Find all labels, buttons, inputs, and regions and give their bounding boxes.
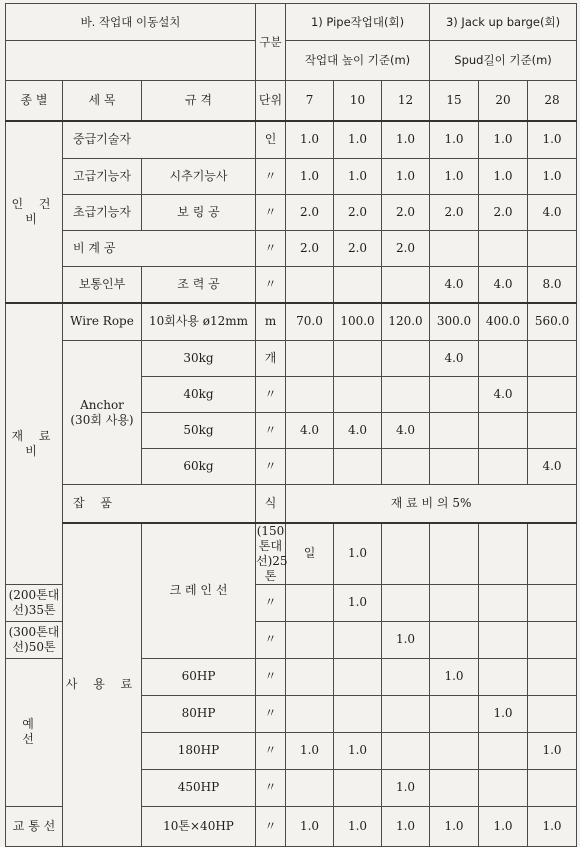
cell-value — [430, 769, 479, 806]
cell-value: 1.0 — [430, 806, 479, 846]
table-row — [6, 231, 577, 267]
cell-value: 1.0 — [286, 159, 334, 195]
cell-value: 1.0 — [286, 121, 334, 159]
cell-value: 4.0 — [479, 377, 528, 413]
cell-value: 1.0 — [382, 621, 430, 658]
row-spec: 60HP — [142, 658, 256, 695]
row-unit: 〃 — [256, 267, 286, 303]
table-title: 바. 작업대 이동설치 — [6, 4, 256, 41]
cell-value — [479, 413, 528, 449]
cell-value — [430, 584, 479, 621]
cell-value — [479, 621, 528, 658]
row-unit: 〃 — [256, 732, 286, 769]
cell-value: 70.0 — [286, 303, 334, 341]
row-unit: 〃 — [256, 695, 286, 732]
col-height: 10 — [334, 81, 382, 121]
cell-value: 1.0 — [382, 121, 430, 159]
row-spec: (300톤대선)50톤 — [6, 621, 63, 658]
cell-value — [430, 377, 479, 413]
cell-value — [382, 341, 430, 377]
cell-value — [528, 341, 577, 377]
cell-value: 2.0 — [382, 195, 430, 231]
cell-value — [382, 449, 430, 485]
cell-value: 400.0 — [479, 303, 528, 341]
row-unit: 〃 — [256, 231, 286, 267]
table-row — [6, 303, 577, 341]
cell-value: 1.0 — [286, 732, 334, 769]
cell-value: 2.0 — [479, 195, 528, 231]
cell-value: 4.0 — [479, 267, 528, 303]
row-unit: 〃 — [256, 806, 286, 846]
col-height: 15 — [430, 81, 479, 121]
cell-value — [382, 732, 430, 769]
cell-value — [286, 621, 334, 658]
cell-value — [334, 658, 382, 695]
cell-value: 1.0 — [334, 523, 382, 585]
cell-value: 1.0 — [430, 658, 479, 695]
cell-value — [528, 695, 577, 732]
cell-value: 2.0 — [334, 231, 382, 267]
cell-value: 4.0 — [430, 341, 479, 377]
cell-value: 2.0 — [286, 195, 334, 231]
cell-value: 1.0 — [286, 806, 334, 846]
cell-value — [479, 449, 528, 485]
cell-value: 300.0 — [430, 303, 479, 341]
row-item: 잡 품 — [63, 485, 256, 523]
cell-value: 4.0 — [286, 413, 334, 449]
cell-value — [528, 769, 577, 806]
cell-value — [334, 769, 382, 806]
row-item: 비 계 공 — [63, 231, 256, 267]
cell-value — [334, 695, 382, 732]
row-unit: 〃 — [256, 159, 286, 195]
group-labor: 인 건 비 — [6, 121, 63, 303]
row-spec: 80HP — [142, 695, 256, 732]
cell-value: 4.0 — [528, 195, 577, 231]
jack-subheader: Spud길이 기준(m) — [430, 41, 577, 81]
cell-value: 2.0 — [430, 195, 479, 231]
row-spec: 10회사용 ø12mm — [142, 303, 256, 341]
anchor-label — [63, 341, 142, 485]
cell-value: 100.0 — [334, 303, 382, 341]
cell-value — [430, 231, 479, 267]
cell-value — [382, 658, 430, 695]
cell-value — [430, 695, 479, 732]
cell-value: 1.0 — [479, 159, 528, 195]
cell-value: 1.0 — [479, 121, 528, 159]
row-spec: 180HP — [142, 732, 256, 769]
cell-value — [430, 449, 479, 485]
table-row — [6, 267, 577, 303]
row-unit: 〃 — [256, 449, 286, 485]
table-row — [6, 341, 577, 377]
row-unit: 식 — [256, 485, 286, 523]
pipe-subheader: 작업대 높이 기준(m) — [286, 41, 430, 81]
table-row — [6, 523, 577, 585]
cell-value — [334, 449, 382, 485]
row-spec: 40kg — [142, 377, 256, 413]
cell-value — [382, 523, 430, 585]
col-height: 20 — [479, 81, 528, 121]
cell-value — [382, 267, 430, 303]
cell-value — [430, 621, 479, 658]
row-item: 보통인부 — [63, 267, 142, 303]
row-unit: 인 — [256, 121, 286, 159]
crane-label: 크 레 인 선 — [142, 523, 256, 659]
row-item: 중급기술자 — [63, 121, 256, 159]
jack-header: 3) Jack up barge(회) — [430, 4, 577, 41]
cell-value: 4.0 — [528, 449, 577, 485]
cell-value — [286, 377, 334, 413]
pipe-header: 1) Pipe작업대(회) — [286, 4, 430, 41]
cell-value — [334, 341, 382, 377]
cell-value: 1.0 — [479, 695, 528, 732]
row-spec: (150톤대선)25톤 — [256, 523, 288, 583]
cell-value: 560.0 — [528, 303, 577, 341]
cell-value: 2.0 — [334, 195, 382, 231]
cell-value: 1.0 — [334, 159, 382, 195]
cell-value — [286, 449, 334, 485]
cell-value: 1.0 — [382, 159, 430, 195]
cell-value — [528, 377, 577, 413]
cell-value — [382, 695, 430, 732]
col-height: 7 — [286, 81, 334, 121]
cell-value: 4.0 — [430, 267, 479, 303]
cell-value — [334, 267, 382, 303]
anchor-item: Anchor — [80, 397, 124, 412]
table-row — [6, 121, 577, 159]
row-spec: 50kg — [142, 413, 256, 449]
cell-value: 4.0 — [382, 413, 430, 449]
cell-value — [430, 732, 479, 769]
row-unit: m — [256, 303, 286, 341]
cell-value — [430, 413, 479, 449]
cell-value — [479, 584, 528, 621]
cell-value: 1.0 — [479, 806, 528, 846]
cell-value — [479, 231, 528, 267]
cell-value — [334, 377, 382, 413]
cell-value: 1.0 — [334, 732, 382, 769]
cell-value — [286, 584, 334, 621]
cell-value: 2.0 — [286, 231, 334, 267]
row-item: 교 통 선 — [6, 806, 63, 846]
cell-value: 4.0 — [334, 413, 382, 449]
cell-value: 1.0 — [430, 159, 479, 195]
row-item: 고급기능자 — [63, 159, 142, 195]
gubun-header: 구분 — [256, 4, 286, 81]
misc-note: 재 료 비 의 5% — [286, 485, 577, 523]
row-unit: 〃 — [256, 413, 286, 449]
col-height: 28 — [528, 81, 577, 121]
col-unit: 단위 — [256, 81, 286, 121]
quantity-table — [5, 3, 577, 847]
row-unit: 일 — [286, 523, 334, 585]
cell-value — [479, 658, 528, 695]
cell-value — [528, 621, 577, 658]
group-usage: 사 용 료 — [63, 523, 142, 847]
cell-value — [479, 769, 528, 806]
row-unit: 〃 — [256, 377, 286, 413]
cell-value — [430, 523, 479, 585]
cell-value — [479, 341, 528, 377]
cell-value: 1.0 — [334, 584, 382, 621]
row-unit: 〃 — [256, 584, 286, 621]
cell-value — [479, 523, 528, 585]
row-unit: 〃 — [256, 769, 286, 806]
cell-value: 1.0 — [334, 121, 382, 159]
cell-value — [286, 658, 334, 695]
cell-value — [286, 769, 334, 806]
table-row — [6, 159, 577, 195]
cell-value: 8.0 — [528, 267, 577, 303]
cell-value: 1.0 — [430, 121, 479, 159]
row-spec: (200톤대선)35톤 — [6, 584, 63, 621]
cell-value: 1.0 — [528, 159, 577, 195]
tug-label: 예 선 — [6, 658, 63, 806]
cell-value: 2.0 — [382, 231, 430, 267]
cell-value — [528, 523, 577, 585]
row-unit: 〃 — [256, 621, 286, 658]
cell-value: 1.0 — [382, 769, 430, 806]
cell-value — [528, 231, 577, 267]
cell-value: 120.0 — [382, 303, 430, 341]
cell-value — [334, 621, 382, 658]
row-spec: 시추기능사 — [142, 159, 256, 195]
row-spec: 60kg — [142, 449, 256, 485]
row-unit: 〃 — [256, 195, 286, 231]
cell-value — [286, 267, 334, 303]
cell-value: 1.0 — [528, 121, 577, 159]
row-spec: 450HP — [142, 769, 256, 806]
col-jongbyeol: 종 별 — [6, 81, 63, 121]
group-material: 재 료 비 — [6, 303, 63, 585]
cell-value — [286, 695, 334, 732]
cell-value — [528, 584, 577, 621]
cell-value — [382, 584, 430, 621]
cell-value: 1.0 — [382, 806, 430, 846]
col-semok: 세 목 — [63, 81, 142, 121]
table-row — [6, 195, 577, 231]
cell-value — [528, 413, 577, 449]
cell-value — [382, 377, 430, 413]
table-row — [6, 485, 577, 523]
row-item: 초급기능자 — [63, 195, 142, 231]
cell-value — [479, 732, 528, 769]
cell-value: 1.0 — [528, 806, 577, 846]
row-spec: 조 력 공 — [142, 267, 256, 303]
cell-value: 1.0 — [528, 732, 577, 769]
blank-header — [6, 41, 256, 81]
col-spec: 규 격 — [142, 81, 256, 121]
row-item: Wire Rope — [63, 303, 142, 341]
cell-value — [528, 658, 577, 695]
cell-value: 1.0 — [334, 806, 382, 846]
col-height: 12 — [382, 81, 430, 121]
row-unit: 개 — [256, 341, 286, 377]
cell-value — [286, 341, 334, 377]
row-spec: 10톤×40HP — [142, 806, 256, 846]
row-spec: 30kg — [142, 341, 256, 377]
anchor-item-note: (30회 사용) — [70, 412, 134, 427]
row-spec: 보 링 공 — [142, 195, 256, 231]
row-unit: 〃 — [256, 658, 286, 695]
